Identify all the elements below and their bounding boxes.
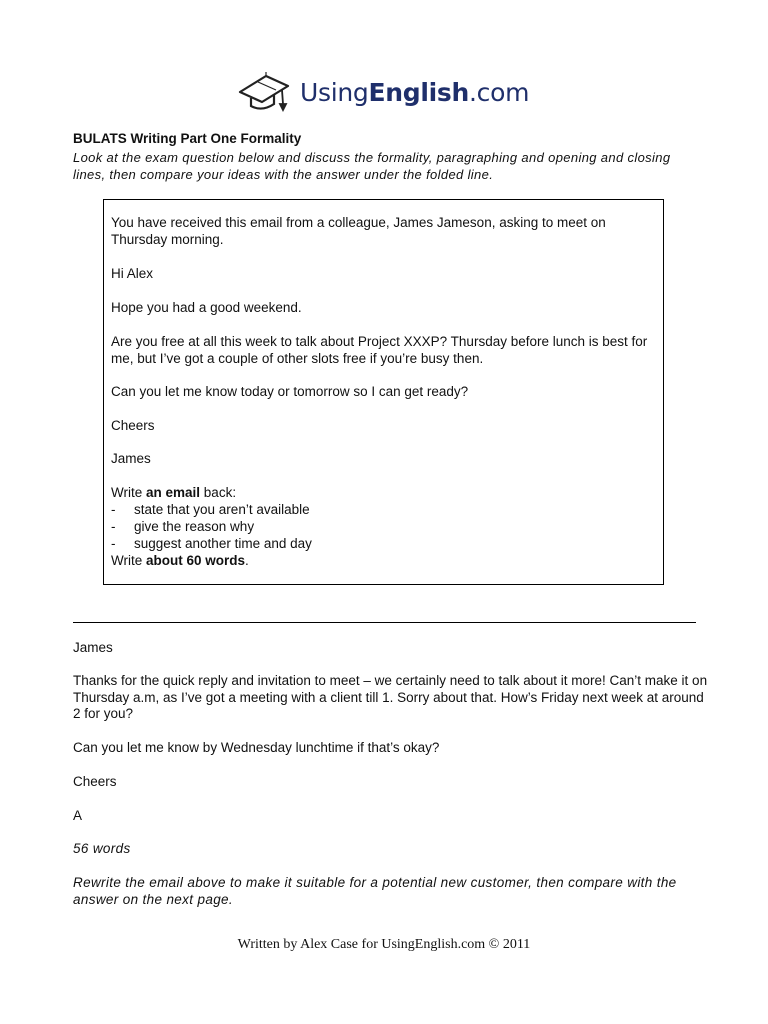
answer-paragraph: Can you let me know by Wednesday lunchtime if that’s okay? — [73, 740, 440, 755]
graduation-cap-icon — [236, 70, 294, 114]
email-greeting: Hi Alex — [111, 266, 154, 281]
email-line: Hope you had a good weekend. — [111, 300, 302, 315]
answer-initial: A — [73, 808, 83, 823]
task-bullet: - suggest another time and day — [111, 536, 312, 551]
rewrite-instruction: Rewrite the email above to make it suitable for a potential new customer, then compare with the answer on the next page. — [73, 875, 677, 907]
worksheet-title: BULATS Writing Part One Formality — [73, 131, 302, 146]
answer-paragraph: Thanks for the quick reply and invitation to meet – we certainly need to talk about it more! Can’t make it on Thursday a.m, as I’ve got a meeting with a client till 1. Sorry about that. How’s Friday next week at around 2 for you? — [73, 673, 708, 721]
word-count: 56 words — [73, 841, 131, 856]
site-logo — [236, 70, 529, 114]
footer-credit: Written by Alex Case for UsingEnglish.com © 2011 — [237, 937, 531, 952]
answer-signoff: Cheers — [73, 774, 117, 789]
answer-greeting: James — [73, 640, 113, 655]
task-bullet: - give the reason why — [111, 519, 255, 534]
question-context: You have received this email from a colleague, James Jameson, asking to meet on Thursday morning. — [111, 215, 606, 247]
worksheet-intro: Look at the exam question below and discuss the formality, paragraphing and opening and closing lines, then compare your ideas with the answer under the folded line. — [73, 150, 671, 182]
folded-line-divider — [73, 622, 696, 623]
task-instruction: Write an email back: — [111, 485, 237, 500]
task-bullet: - state that you aren’t available — [111, 502, 310, 517]
logo-wordmark: UsingEnglish.com — [300, 77, 530, 107]
email-sender: James — [111, 451, 151, 466]
email-line: Can you let me know today or tomorrow so I can get ready? — [111, 384, 469, 399]
email-signoff: Cheers — [111, 418, 155, 433]
exam-question-box — [103, 199, 664, 585]
email-line: Are you free at all this week to talk about Project XXXP? Thursday before lunch is best for me, but I’ve got a couple of other slots free if you’re busy then. — [111, 334, 648, 366]
word-limit-instruction: Write about 60 words. — [111, 553, 249, 568]
